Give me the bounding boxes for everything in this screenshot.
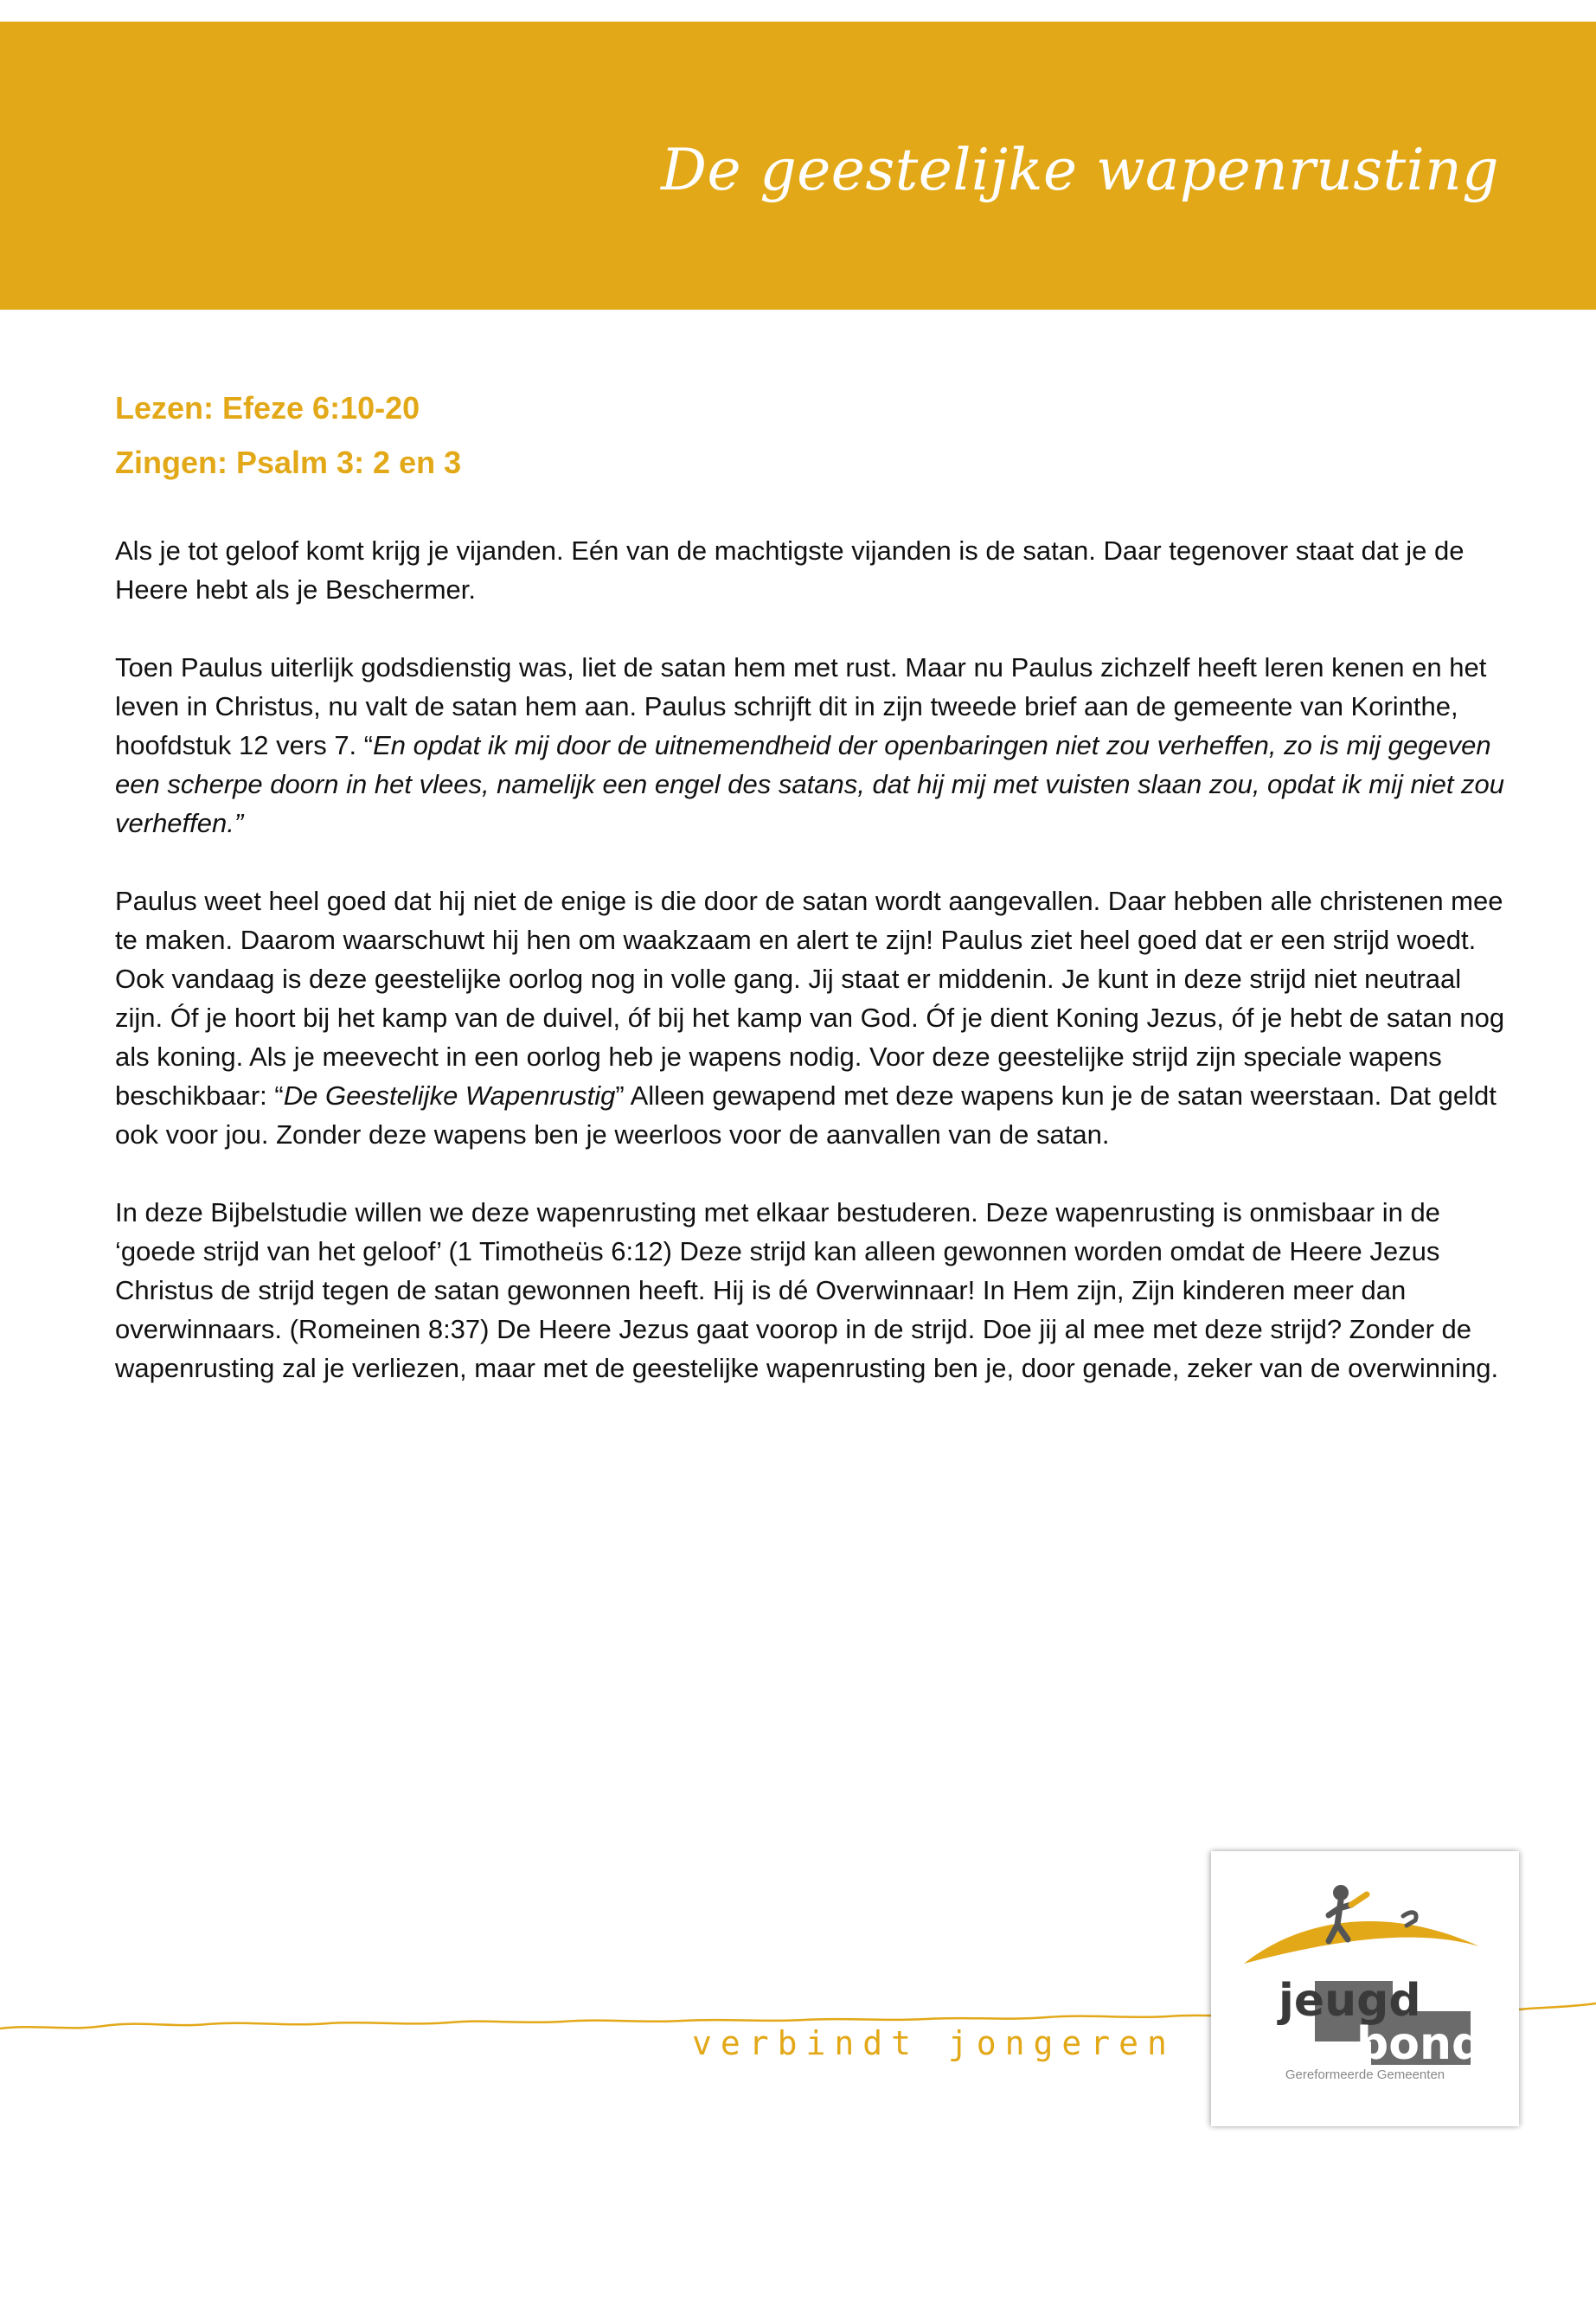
paragraph-1 xyxy=(115,531,1508,609)
logo-card xyxy=(1211,1851,1519,2126)
paragraph-2 xyxy=(115,648,1508,843)
logo-word-jeugd: jeugd xyxy=(1279,1975,1421,2027)
paragraph-4 xyxy=(115,1193,1508,1388)
paragraph-4-text: In deze Bijbelstudie willen we deze wapenrusting met elkaar bestuderen. Deze wapenrusting is onmisbaar in de ‘goede strijd van het geloof’ (1 Timotheüs 6:12) Deze strijd kan alleen gewonnen worden omdat de Heere Jezus Christus de strijd tegen de satan gewonnen heeft. Hij is dé Overwinnaar! In Hem zijn, Zijn kinderen meer dan overwinnaars. (Romeinen 8:37) De Heere Jezus gaat voorop in de strijd. Doe jij al mee met deze strijd? Zonder de wapenrusting zal je verliezen, maar met de geestelijke wapenrusting ben je, door genade, zeker van de overwinning. xyxy=(115,1197,1499,1383)
tagline: verbindt jongeren xyxy=(692,2024,1176,2062)
logo-word-bond: bond xyxy=(1356,2018,1484,2070)
paragraph-2-text: Toen Paulus uiterlijk godsdienstig was, liet de satan hem met rust. Maar nu Paulus zichzelf heeft leren kenen en het leven in Christus, nu valt de satan hem aan. Paulus schrijft dit in zijn tweede brief aan de gemeente van Korinthe, hoofdstuk 12 vers 7. “ xyxy=(115,652,1487,760)
page-title: De geestelijke wapenrusting xyxy=(661,137,1499,203)
paragraph-3-text-after: ” Alleen gewapend met deze wapens kun je de satan weerstaan. Dat geldt ook voor jou. Zonder deze wapens ben je weerloos voor de aanvallen van de satan. xyxy=(115,1080,1497,1150)
jeugdbond-logo-icon xyxy=(1211,1851,1519,2126)
header-band xyxy=(0,22,1596,310)
readings-block xyxy=(115,381,1508,490)
paragraph-2-quote: En opdat ik mij door de uitnemendheid der openbaringen niet zou verheffen, zo is mij gegeven een scherpe doorn in het vlees, namelijk een engel des satans, dat hij mij met vuisten slaan zou, opdat ik mij niet zou verheffen.” xyxy=(115,730,1505,838)
paragraph-3-italic: De Geestelijke Wapenrustig xyxy=(283,1080,616,1111)
paragraph-3 xyxy=(115,881,1508,1154)
reading-lezen: Lezen: Efeze 6:10-20 xyxy=(115,390,420,426)
logo-subtitle: Gereformeerde Gemeenten xyxy=(1285,2067,1445,2082)
paragraph-3-text: Paulus weet heel goed dat hij niet de enige is die door de satan wordt aangevallen. Daar hebben alle christenen mee te maken. Daarom waarschuwt hij hen om waakzaam en alert te zijn! Paulus ziet heel goed dat er een strijd woedt. Ook vandaag is deze geestelijke oorlog nog in volle gang. Jij staat er middenin. Je kunt in deze strijd niet neutraal zijn. Óf je hoort bij het kamp van de duivel, óf bij het kamp van God. Óf je dient Koning Jezus, óf je hebt de satan nog als koning. Als je meevecht in een oorlog heb je wapens nodig. Voor deze geestelijke strijd zijn speciale wapens beschikbaar: “ xyxy=(115,886,1505,1111)
document-body xyxy=(115,381,1508,1426)
reading-zingen: Zingen: Psalm 3: 2 en 3 xyxy=(115,445,462,480)
paragraph-1-text: Als je tot geloof komt krijg je vijanden. Eén van de machtigste vijanden is de satan. Daar tegenover staat dat je de Heere hebt als je Beschermer. xyxy=(115,535,1465,605)
